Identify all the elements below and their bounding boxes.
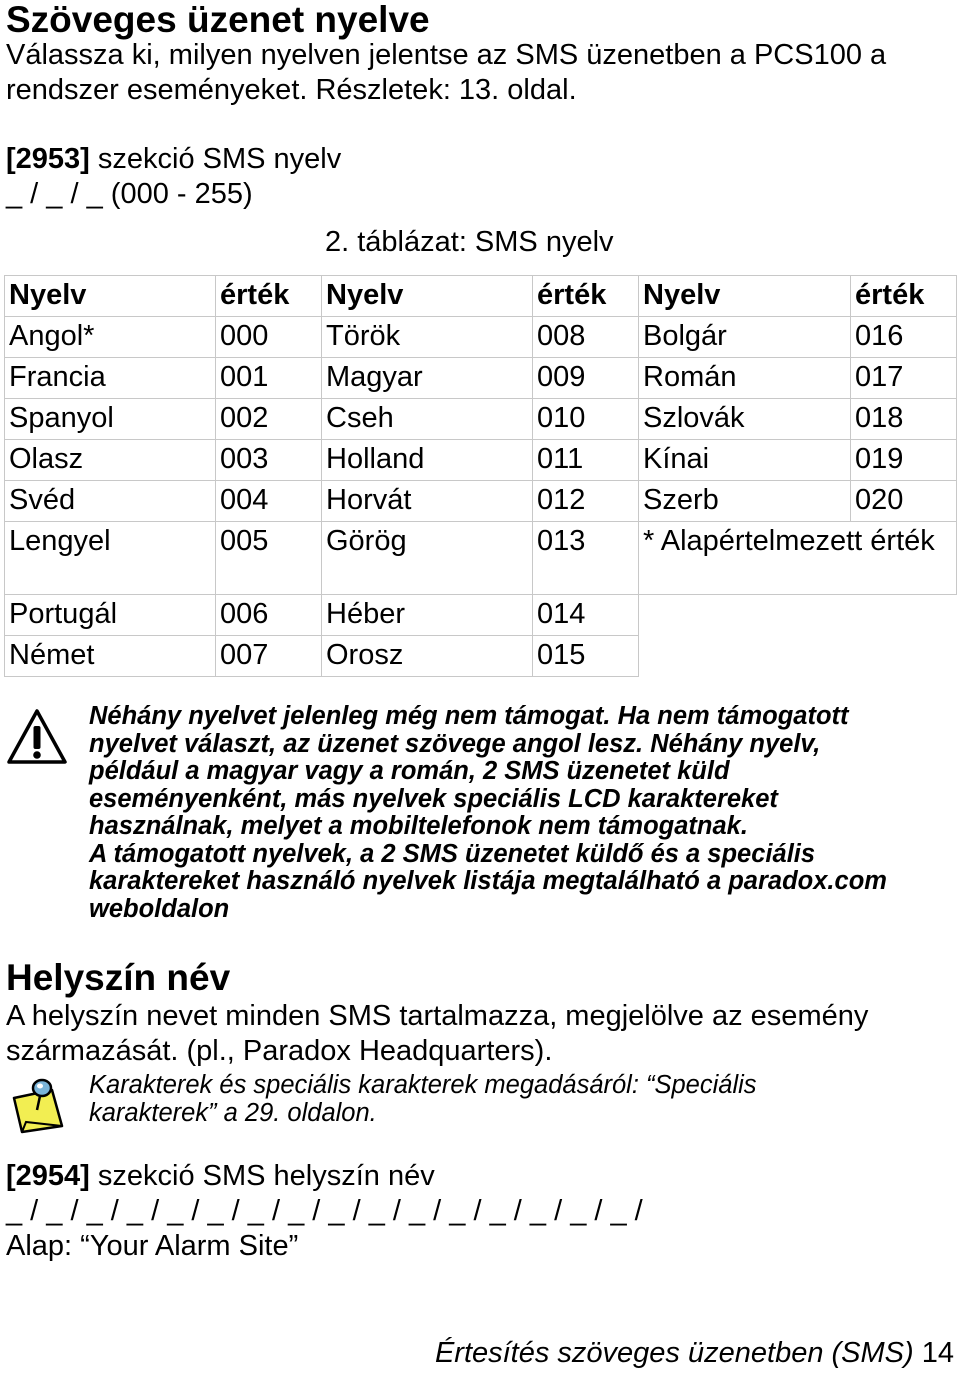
table-cell: 018 [851,399,957,440]
table-cell: 000 [216,317,322,358]
table-cell: 002 [216,399,322,440]
table-cell: Görög [322,522,533,595]
input-format: _ / _ / _ (000 - 255) [6,178,253,210]
table-cell: 007 [216,636,322,677]
table-cell: 015 [533,636,639,677]
warning-line: karaktereket használó nyelvek listája megtalálható a paradox.com [89,867,887,895]
description [6,38,886,108]
table-cell: 005 [216,522,322,595]
table-cell: Cseh [322,399,533,440]
section-code: [2953] [6,143,90,175]
table-header-row [5,276,957,317]
section-name: szekció SMS helyszín név [89,1160,435,1192]
description-line: származását. (pl., Paradox Headquarters). [6,1035,553,1067]
page-title: Szöveges üzenet nyelve [6,0,430,40]
description-line: Válassza ki, milyen nyelven jelentse az SMS üzenetben a PCS100 a [6,39,887,71]
table-cell: Német [5,636,216,677]
table-cell: 019 [851,440,957,481]
table-cell: Angol* [5,317,216,358]
header-cell: Nyelv [639,276,851,317]
warning-line: például a magyar vagy a román, 2 SMS üzenetet küld [89,757,730,785]
table-row [5,481,957,522]
table-row [5,358,957,399]
section-title: Helyszín név [6,957,231,998]
table-cell: Francia [5,358,216,399]
table-row [5,317,957,358]
warning-line: használnak, melyet a mobiltelefonok nem támogatnak. [89,812,748,840]
note-text [89,1072,957,1127]
table-cell: 012 [533,481,639,522]
table-cell: Lengyel [5,522,216,595]
table-cell: 010 [533,399,639,440]
table-cell: Szerb [639,481,851,522]
table-caption: 2. táblázat: SMS nyelv [325,226,614,258]
site-description [6,999,868,1069]
page-number: 14 [921,1337,954,1369]
table-cell: Holland [322,440,533,481]
table-cell: 013 [533,522,639,595]
table-cell: 017 [851,358,957,399]
table-row [5,595,957,636]
note-line: Karakterek és speciális karakterek megadásáról: “Speciális [89,1071,757,1099]
table-row [5,522,957,595]
table-cell: Bolgár [639,317,851,358]
table-cell: 001 [216,358,322,399]
header-cell: érték [851,276,957,317]
table-row [5,636,957,677]
pushpin-note-icon [4,1074,68,1136]
table-cell: 016 [851,317,957,358]
section-label [6,142,341,177]
table-cell: Svéd [5,481,216,522]
table-cell: Kínai [639,440,851,481]
section-name: szekció SMS nyelv [89,143,342,175]
empty-cell [639,636,957,677]
header-cell: érték [216,276,322,317]
table-cell: Magyar [322,358,533,399]
empty-cell [639,595,957,636]
default-note-cell: * Alapértelmezett érték [639,522,957,595]
warning-line: Néhány nyelvet jelenleg még nem támogat. Ha nem támogatott [89,702,849,730]
table-cell: Olasz [5,440,216,481]
table-cell: 006 [216,595,322,636]
default-value: Alap: “Your Alarm Site” [6,1230,299,1262]
table-cell: Portugál [5,595,216,636]
table-cell: Horvát [322,481,533,522]
table-cell: 009 [533,358,639,399]
table-row [5,440,957,481]
language-table [4,275,957,677]
table-cell: 008 [533,317,639,358]
section-code: [2954] [6,1160,90,1192]
page-footer [435,1336,954,1370]
warning-line: eseményenként, más nyelvek speciális LCD karaktereket [89,784,778,813]
description-line: rendszer eseményeket. Részletek: 13. oldal. [6,74,577,106]
table-cell: 011 [533,440,639,481]
table-cell: 020 [851,481,957,522]
description-line: A helyszín nevet minden SMS tartalmazza, megjelölve az esemény [6,1000,869,1032]
table-cell: Török [322,317,533,358]
table-cell: Szlovák [639,399,851,440]
table-cell: Héber [322,595,533,636]
warning-text [89,703,957,923]
warning-icon [6,708,68,766]
table-cell: 004 [216,481,322,522]
table-cell: Román [639,358,851,399]
input-format: _ / _ / _ / _ / _ / _ / _ / _ / _ / _ / _ / _ / _ / _ / _ / _ / [6,1195,643,1227]
section-label [6,1159,435,1194]
table-cell: 003 [216,440,322,481]
header-cell: Nyelv [5,276,216,317]
table-cell: 014 [533,595,639,636]
note-line: karakterek” a 29. oldalon. [89,1098,377,1127]
table-cell: Orosz [322,636,533,677]
warning-line: nyelvet választ, az üzenet szövege angol lesz. Néhány nyelv, [89,729,821,758]
header-cell: érték [533,276,639,317]
footer-section-title: Értesítés szöveges üzenetben (SMS) [434,1337,914,1369]
header-cell: Nyelv [322,276,533,317]
warning-line: weboldalon [89,894,230,923]
table-row [5,399,957,440]
table-cell: Spanyol [5,399,216,440]
warning-line: A támogatott nyelvek, a 2 SMS üzenetet küldő és a speciális [89,839,816,868]
